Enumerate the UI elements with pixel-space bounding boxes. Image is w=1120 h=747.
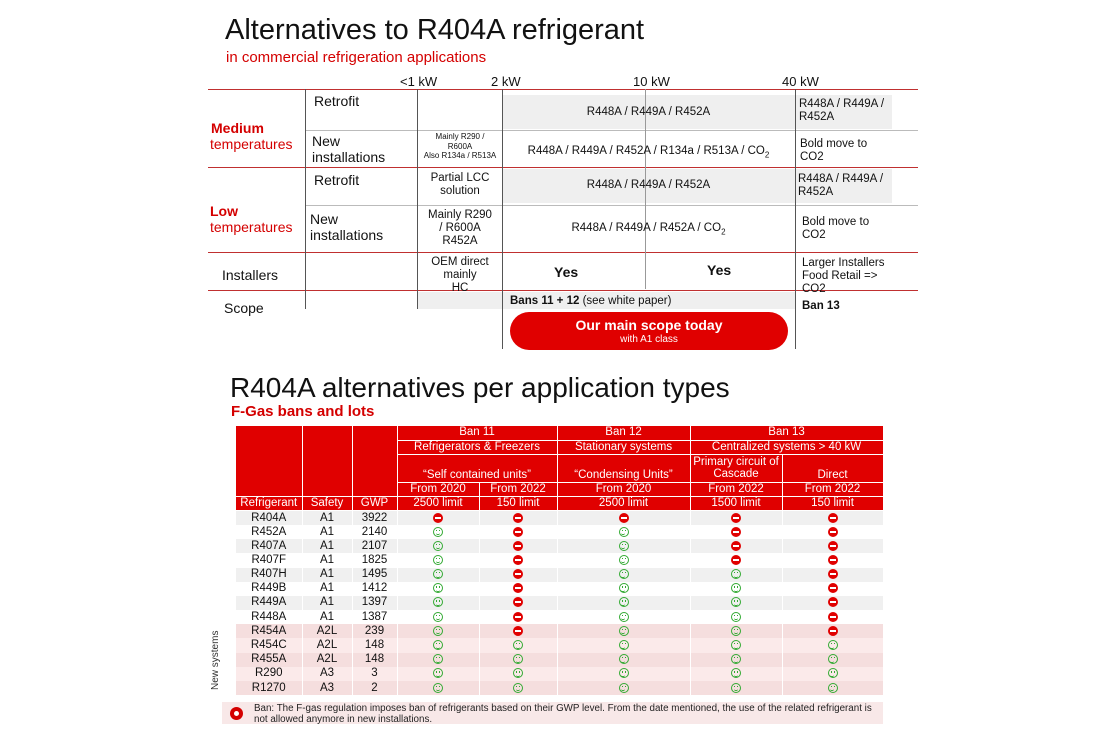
row-medium-retrofit: Retrofit [314, 93, 360, 109]
cell-line: R452A [442, 235, 478, 247]
cell-line: R448A / R449A / [799, 98, 885, 110]
cell-gwp: 1825 [352, 553, 397, 567]
cell-status [690, 553, 782, 567]
cell-status [557, 553, 690, 567]
table-body [236, 511, 883, 695]
low-retrofit-mid: R448A / R449A / R452A [586, 179, 711, 191]
smiley-icon [513, 683, 523, 693]
smiley-icon [433, 569, 443, 579]
kw-label-4: 40 kW [782, 74, 819, 89]
cell-status [782, 610, 883, 624]
smiley-icon [513, 640, 523, 650]
cell-status [690, 568, 782, 582]
header-app-2: Stationary systems [557, 440, 690, 454]
cell-gwp: 1412 [352, 582, 397, 596]
smiley-icon [828, 654, 838, 664]
smiley-icon [433, 597, 443, 607]
cell-status [479, 638, 557, 652]
cell-safety: A3 [302, 667, 352, 681]
installers-yes-1: Yes [554, 264, 579, 280]
cell-status [557, 681, 690, 695]
table-row [236, 568, 883, 582]
header-limit: 2500 limit [557, 497, 690, 511]
low-retrofit-right [798, 173, 898, 199]
new-systems-label: New systems [210, 630, 221, 690]
row-medium-new [312, 133, 385, 165]
ban-icon [513, 569, 523, 579]
cell-status [782, 638, 883, 652]
ban-icon [828, 597, 838, 607]
cell-status [690, 525, 782, 539]
gear-icon [230, 707, 243, 720]
medium-retrofit-right [799, 98, 899, 124]
cell-line: CO2 [802, 229, 826, 241]
cell-status [690, 539, 782, 553]
row-label-line: installations [310, 227, 384, 243]
smiley-icon [619, 654, 629, 664]
cell-ref: R454C [236, 638, 302, 652]
divider [208, 252, 918, 253]
cell-status [782, 511, 883, 525]
smiley-icon [433, 555, 443, 565]
cell-status [557, 582, 690, 596]
cell-status [690, 681, 782, 695]
cell-status [690, 596, 782, 610]
cell-status [479, 610, 557, 624]
cell-line: Also R134a / R513A [423, 151, 497, 160]
cell-text: R448A / R449A / R452A / R134a / R513A / CO [527, 145, 765, 157]
header-limit: 150 limit [782, 497, 883, 511]
low-new-right [802, 216, 902, 242]
low-new-mid [502, 222, 795, 238]
subscript: 2 [764, 150, 770, 160]
divider [305, 130, 918, 131]
cell-status [782, 539, 883, 553]
smiley-icon [619, 612, 629, 622]
cell-status [557, 511, 690, 525]
cell-status [690, 624, 782, 638]
cell-status [690, 610, 782, 624]
ban-icon [513, 626, 523, 636]
row-scope: Scope [224, 300, 264, 316]
ban-icon [513, 612, 523, 622]
installers-small [418, 256, 502, 295]
smiley-icon [433, 654, 443, 664]
header-from: From 2022 [782, 482, 883, 496]
ban-icon [828, 569, 838, 579]
cell-status [397, 511, 479, 525]
section-subtitle: F-Gas bans and lots [231, 403, 375, 420]
low-retrofit-small [418, 172, 502, 198]
ban-icon [731, 541, 741, 551]
cell-status [782, 667, 883, 681]
cell-status [479, 539, 557, 553]
cell-line: R452A [798, 186, 834, 198]
scope-bans: Bans 11 + 12 [510, 295, 580, 307]
smiley-icon [619, 527, 629, 537]
smiley-icon [513, 668, 523, 678]
cell-safety: A1 [302, 511, 352, 525]
table-row [236, 525, 883, 539]
ban-icon [828, 583, 838, 593]
row-low-retrofit: Retrofit [314, 172, 360, 188]
row-low-new [310, 211, 383, 243]
ban-icon [513, 597, 523, 607]
page-subtitle: in commercial refrigeration applications [226, 49, 487, 66]
divider [208, 89, 918, 90]
cell-status [557, 638, 690, 652]
cell-ref: R407F [236, 553, 302, 567]
cell-status [557, 624, 690, 638]
ban-icon [731, 527, 741, 537]
cell-gwp: 148 [352, 653, 397, 667]
cell-ref: R455A [236, 653, 302, 667]
cell-safety: A1 [302, 582, 352, 596]
smiley-icon [619, 541, 629, 551]
smiley-icon [619, 597, 629, 607]
col-gwp: GWP [352, 497, 397, 511]
cell-ref: R448A [236, 610, 302, 624]
group-medium-line2: temperatures [210, 136, 293, 152]
smiley-icon [433, 527, 443, 537]
installers-right [802, 257, 912, 296]
cell-status [397, 681, 479, 695]
cell-status [557, 568, 690, 582]
cell-gwp: 2140 [352, 525, 397, 539]
cell-line: HC [451, 282, 469, 294]
smiley-icon [619, 640, 629, 650]
cell-status [397, 539, 479, 553]
scope-note: (see white paper) [582, 295, 672, 307]
smiley-icon [731, 612, 741, 622]
cell-status [397, 553, 479, 567]
row-installers: Installers [222, 267, 279, 283]
header-blank [352, 426, 397, 497]
cell-ref: R407A [236, 539, 302, 553]
header-ban-11: Ban 11 [397, 426, 557, 440]
footnote: Ban: The F-gas regulation imposes ban of refrigerants based on their GWP level. From the date mentioned, the use of the related refrigerant is not allowed anymore in new installations. [254, 703, 872, 725]
main-scope-pill [510, 312, 788, 350]
medium-retrofit-mid: R448A / R449A / R452A [586, 106, 711, 118]
cell-safety: A2L [302, 638, 352, 652]
smiley-icon [433, 583, 443, 593]
header-app-1: Refrigerators & Freezers [397, 440, 557, 454]
cell-gwp: 1387 [352, 610, 397, 624]
group-medium-line1: Medium [211, 120, 264, 136]
smiley-icon [619, 555, 629, 565]
cell-safety: A2L [302, 624, 352, 638]
cell-status [397, 596, 479, 610]
header-blank [302, 426, 352, 497]
cell-gwp: 2 [352, 681, 397, 695]
cell-line: R600A [447, 141, 473, 151]
smiley-icon [828, 640, 838, 650]
cell-line: Food Retail => [802, 270, 878, 282]
cell-status [479, 553, 557, 567]
cell-safety: A1 [302, 610, 352, 624]
kw-label-2: 2 kW [491, 74, 521, 89]
smiley-icon [828, 668, 838, 678]
installers-yes-2: Yes [707, 262, 732, 278]
ban-icon [513, 527, 523, 537]
table-row [236, 638, 883, 652]
cell-safety: A1 [302, 553, 352, 567]
cell-gwp: 239 [352, 624, 397, 638]
divider [305, 205, 918, 206]
smiley-icon [433, 612, 443, 622]
cell-gwp: 2107 [352, 539, 397, 553]
col-safety: Safety [302, 497, 352, 511]
header-ban-13: Ban 13 [690, 426, 883, 440]
medium-new-right [800, 138, 900, 164]
smiley-icon [731, 569, 741, 579]
smiley-icon [731, 654, 741, 664]
cell-gwp: 1397 [352, 596, 397, 610]
cell-status [557, 653, 690, 667]
table-row [236, 553, 883, 567]
ban-icon [731, 513, 741, 523]
cell-ref: R407H [236, 568, 302, 582]
smiley-icon [619, 683, 629, 693]
smiley-icon [731, 626, 741, 636]
cell-status [397, 638, 479, 652]
header-type-4: Direct [782, 454, 883, 482]
cell-status [397, 610, 479, 624]
cell-line: Mainly R290 [428, 209, 492, 221]
group-low-line1: Low [210, 203, 238, 219]
scope-mid [510, 295, 790, 308]
cell-status [397, 667, 479, 681]
cell-status [557, 525, 690, 539]
ban-icon [828, 513, 838, 523]
group-medium [211, 120, 292, 152]
ban-icon [433, 513, 443, 523]
table-row [236, 624, 883, 638]
cell-status [479, 582, 557, 596]
cell-line: R448A / R449A / [798, 173, 884, 185]
cell-line: OEM direct [431, 256, 489, 268]
divider [305, 89, 306, 309]
header-from: From 2020 [557, 482, 690, 496]
cell-status [690, 582, 782, 596]
ban-icon [828, 541, 838, 551]
cell-safety: A1 [302, 596, 352, 610]
cell-ref: R449B [236, 582, 302, 596]
header-row-bans [236, 426, 883, 440]
cell-line: CO2 [800, 151, 824, 163]
cell-ref: R404A [236, 511, 302, 525]
cell-status [479, 596, 557, 610]
col-refrigerant: Refrigerant [236, 497, 302, 511]
header-type-2: “Condensing Units” [557, 454, 690, 482]
cell-line: Mainly R290 / [435, 132, 485, 141]
smiley-icon [731, 583, 741, 593]
ban-icon [828, 626, 838, 636]
cell-safety: A1 [302, 539, 352, 553]
ban-icon [828, 527, 838, 537]
header-ban-12: Ban 12 [557, 426, 690, 440]
row-label-line: installations [312, 149, 386, 165]
divider [795, 89, 796, 349]
header-app-3: Centralized systems > 40 kW [690, 440, 883, 454]
ban-icon [619, 513, 629, 523]
cell-safety: A3 [302, 681, 352, 695]
cell-gwp: 1495 [352, 568, 397, 582]
cell-safety: A2L [302, 653, 352, 667]
header-from: From 2022 [690, 482, 782, 496]
cell-gwp: 3 [352, 667, 397, 681]
medium-new-mid [502, 145, 795, 161]
cell-ref: R452A [236, 525, 302, 539]
cell-status [397, 525, 479, 539]
cell-ref: R290 [236, 667, 302, 681]
subscript: 2 [721, 227, 726, 237]
group-low-line2: temperatures [210, 219, 293, 235]
cell-status [557, 610, 690, 624]
table-row [236, 582, 883, 596]
ban-icon [731, 555, 741, 565]
header-type-1: “Self contained units” [397, 454, 557, 482]
header-type-3: Primary circuit of Cascade [690, 454, 782, 482]
table-row [236, 596, 883, 610]
cell-status [479, 511, 557, 525]
cell-line: Larger Installers [802, 257, 885, 269]
header-limit: 2500 limit [397, 497, 479, 511]
kw-label-3: 10 kW [633, 74, 670, 89]
cell-status [397, 582, 479, 596]
smiley-icon [828, 683, 838, 693]
cell-status [479, 624, 557, 638]
cell-status [690, 667, 782, 681]
header-blank [236, 426, 302, 497]
cell-ref: R454A [236, 624, 302, 638]
cell-status [557, 667, 690, 681]
cell-status [690, 638, 782, 652]
divider [208, 167, 918, 168]
fgas-table [236, 426, 884, 695]
smiley-icon [731, 683, 741, 693]
cell-status [557, 539, 690, 553]
cell-status [782, 653, 883, 667]
smiley-icon [731, 640, 741, 650]
cell-status [557, 596, 690, 610]
cell-status [479, 681, 557, 695]
ban-icon [513, 555, 523, 565]
smiley-icon [619, 583, 629, 593]
row-label-line: New [312, 133, 341, 149]
cell-status [782, 568, 883, 582]
header-limit: 150 limit [479, 497, 557, 511]
table-row [236, 681, 883, 695]
cell-gwp: 3922 [352, 511, 397, 525]
cell-safety: A1 [302, 568, 352, 582]
cell-status [782, 596, 883, 610]
ban-icon [513, 541, 523, 551]
smiley-icon [513, 654, 523, 664]
header-from: From 2020 [397, 482, 479, 496]
ban-icon [828, 555, 838, 565]
section-title: R404A alternatives per application types [230, 372, 730, 403]
group-low [210, 203, 292, 235]
ban-icon [513, 583, 523, 593]
smiley-icon [433, 626, 443, 636]
cell-status [479, 667, 557, 681]
cell-status [479, 525, 557, 539]
cell-safety: A1 [302, 525, 352, 539]
divider [502, 89, 503, 349]
smiley-icon [731, 597, 741, 607]
cell-status [397, 568, 479, 582]
cell-status [782, 681, 883, 695]
cell-line: Bold move to [802, 216, 870, 228]
smiley-icon [619, 668, 629, 678]
table-row [236, 653, 883, 667]
pill-subtitle: with A1 class [620, 334, 678, 345]
cell-ref: R1270 [236, 681, 302, 695]
low-new-small [418, 209, 502, 248]
cell-text: R448A / R449A / R452A / CO [571, 222, 722, 234]
cell-status [479, 653, 557, 667]
smiley-icon [619, 569, 629, 579]
medium-new-small [418, 132, 502, 161]
cell-status [690, 511, 782, 525]
smiley-icon [433, 668, 443, 678]
cell-ref: R449A [236, 596, 302, 610]
table-row [236, 610, 883, 624]
cell-status [782, 553, 883, 567]
cell-status [397, 653, 479, 667]
pill-title: Our main scope today [575, 317, 723, 333]
table-row [236, 511, 883, 525]
cell-status [479, 568, 557, 582]
cell-line: solution [440, 185, 480, 197]
cell-line: R452A [799, 111, 835, 123]
header-row-cols [236, 497, 883, 511]
cell-status [782, 582, 883, 596]
kw-label-1: <1 kW [400, 74, 438, 89]
ban-icon [513, 513, 523, 523]
cell-line: mainly [443, 269, 477, 281]
cell-line: Bold move to [800, 138, 868, 150]
smiley-icon [433, 683, 443, 693]
smiley-icon [619, 626, 629, 636]
cell-line: / R600A [439, 222, 481, 234]
scope-right: Ban 13 [802, 300, 840, 312]
header-limit: 1500 limit [690, 497, 782, 511]
page-title: Alternatives to R404A refrigerant [225, 14, 645, 46]
cell-gwp: 148 [352, 638, 397, 652]
cell-status [397, 624, 479, 638]
table-row [236, 539, 883, 553]
smiley-icon [433, 541, 443, 551]
cell-line: Partial LCC [430, 172, 490, 184]
cell-line: CO2 [802, 283, 826, 295]
cell-status [782, 525, 883, 539]
cell-status [782, 624, 883, 638]
cell-status [690, 653, 782, 667]
smiley-icon [731, 668, 741, 678]
row-label-line: New [310, 211, 339, 227]
ban-icon [828, 612, 838, 622]
table-row [236, 667, 883, 681]
header-from: From 2022 [479, 482, 557, 496]
smiley-icon [433, 640, 443, 650]
